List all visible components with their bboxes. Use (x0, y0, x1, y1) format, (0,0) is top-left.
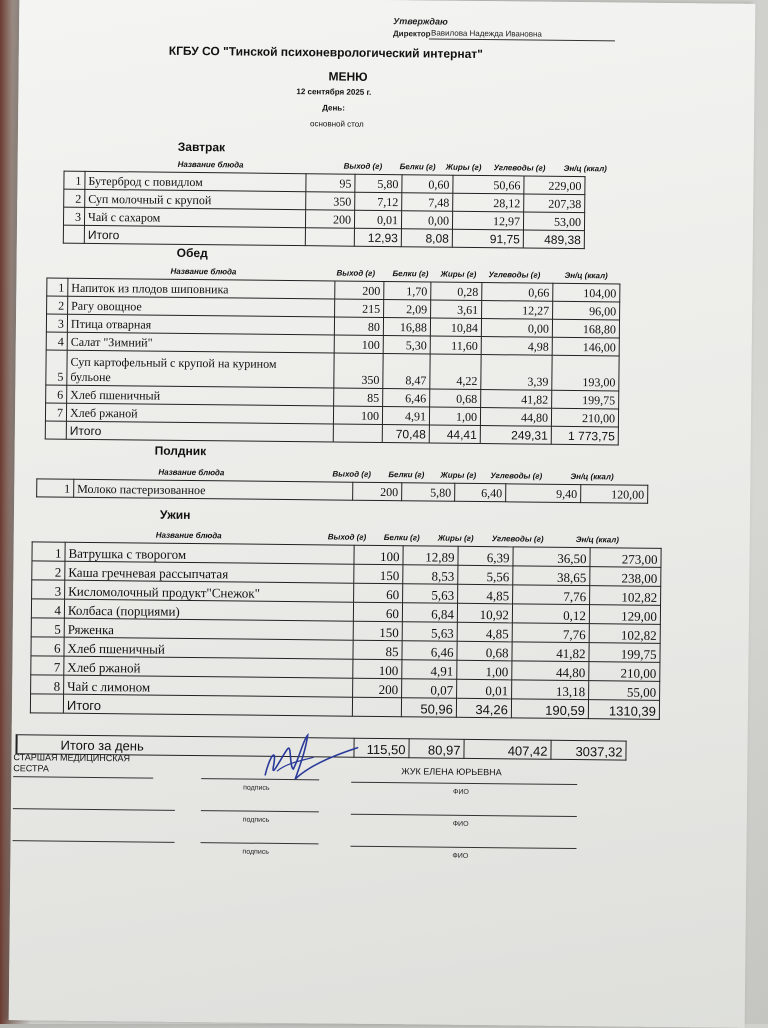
dish-fat: 5,56 (458, 565, 513, 585)
dish-protein: 0,01 (354, 210, 401, 228)
column-name: Название блюда (170, 266, 237, 277)
row-number: 1 (64, 171, 85, 189)
dish-protein: 2,09 (384, 300, 431, 318)
signature-line (201, 842, 319, 844)
row-number: 5 (46, 350, 67, 385)
column-carbs: Углеводы (г) (490, 471, 543, 481)
dish-protein: 7,12 (355, 192, 402, 210)
sign-caption: подпись (242, 816, 270, 824)
row-number: 1 (47, 278, 68, 296)
row-number: 6 (31, 637, 64, 656)
day-total-label-text: Итого за день (60, 737, 144, 754)
total-label: Итого (63, 694, 352, 716)
dish-protein: 4,91 (382, 407, 429, 425)
signature-role (13, 752, 130, 775)
day-total-carbs: 407,42 (464, 739, 551, 759)
dish-carbs: 50,66 (453, 175, 524, 194)
total-carbs: 249,31 (480, 426, 551, 445)
signature-role-line: СТАРШАЯ МЕДИЦИНСКАЯ (13, 752, 131, 764)
dish-protein: 0,07 (402, 679, 457, 699)
dish-name: Напиток из плодов шиповника (68, 278, 335, 299)
dish-protein: 4,91 (402, 660, 457, 680)
signature-line (13, 840, 175, 843)
dish-yield: 200 (353, 678, 402, 698)
dish-carbs: 36,50 (513, 547, 590, 567)
dish-carbs: 13,18 (512, 680, 589, 700)
dish-yield: 100 (334, 335, 383, 354)
dish-name: Ряженка (64, 618, 353, 640)
dish-yield: 60 (353, 602, 402, 622)
dish-name: Чай с сахаром (84, 207, 305, 227)
column-fat: Жиры (г) (445, 162, 482, 173)
dish-energy: 146,00 (552, 337, 619, 356)
column-protein: Белки (г) (383, 533, 420, 543)
dish-name: Суп молочный с крупой (85, 189, 306, 209)
table-row (46, 350, 619, 391)
dish-fat: 4,85 (458, 584, 513, 604)
total-energy: 489,38 (523, 230, 584, 249)
dish-carbs: 38,65 (513, 566, 590, 586)
dinner-title: Ужин (159, 507, 191, 522)
dish-yield: 80 (334, 317, 383, 336)
dish-yield: 100 (354, 545, 403, 565)
director-label: Директор (392, 29, 431, 39)
dish-carbs: 9,40 (506, 484, 581, 503)
dish-protein: 8,47 (383, 354, 430, 389)
dish-energy: 273,00 (590, 548, 661, 568)
dish-name-line: бульоне (70, 369, 111, 385)
menu-document (9, 0, 756, 1028)
dish-fat: 3,61 (431, 300, 482, 319)
approve-label: Утверждаю (393, 16, 448, 27)
row-number: 8 (31, 675, 64, 694)
lunch-title: Обед (176, 245, 208, 261)
total-label: Итого (66, 421, 333, 442)
dish-carbs: 7,76 (512, 623, 589, 643)
fio-caption: ФИО (452, 820, 469, 828)
dish-energy: 229,00 (524, 176, 585, 195)
column-protein: Белки (г) (399, 162, 436, 172)
column-yield: Выход (г) (332, 469, 371, 479)
dish-energy: 193,00 (552, 355, 619, 391)
dish-energy: 55,00 (589, 681, 660, 701)
dish-name-line: Суп картофельный с крупой на курином (70, 354, 277, 371)
dish-protein: 16,88 (383, 318, 430, 336)
dish-protein: 5,80 (402, 483, 455, 502)
organization-title: КГБУ СО "Тинской психоневрологический интернат" (168, 43, 483, 62)
dish-name: Хлеб ржаной (64, 656, 353, 678)
fio-caption: ФИО (452, 852, 469, 860)
column-protein: Белки (г) (388, 470, 425, 480)
row-number: 7 (45, 403, 66, 421)
column-energy: Эн/ц (ккал) (564, 270, 608, 281)
day-label: День: (322, 103, 345, 113)
dish-protein: 5,63 (402, 622, 457, 642)
total-label: Итого (84, 225, 305, 245)
signature-role-line: СЕСТРА (13, 763, 49, 774)
dish-yield: 350 (334, 353, 383, 389)
dish-energy: 96,00 (553, 301, 620, 320)
dish-protein: 6,84 (402, 603, 457, 623)
dish-carbs: 0,66 (482, 283, 553, 302)
dish-name: Кисломолочный продукт"Снежок" (65, 580, 354, 602)
row-number: 4 (46, 332, 67, 350)
dish-carbs: 0,12 (512, 604, 589, 624)
signature-line (201, 810, 319, 812)
breakfast-title: Завтрак (177, 139, 226, 155)
dish-protein: 8,53 (403, 565, 458, 585)
total-energy: 1310,39 (588, 700, 659, 720)
dish-name: Колбаса (порциями) (64, 599, 353, 621)
total-fat: 34,26 (456, 698, 511, 718)
column-carbs: Углеводы (г) (493, 163, 546, 173)
dish-energy: 168,80 (552, 319, 619, 338)
dish-energy: 199,75 (552, 390, 619, 409)
dish-name: Хлеб пшеничный (64, 637, 353, 659)
total-fat: 44,41 (429, 425, 480, 444)
dish-yield: 200 (335, 281, 384, 300)
dish-fat: 0,00 (401, 211, 452, 230)
column-energy: Эн/ц (ккал) (563, 163, 607, 174)
column-energy: Эн/ц (ккал) (575, 535, 620, 545)
dish-fat: 4,22 (430, 354, 481, 390)
column-energy: Эн/ц (ккал) (570, 471, 614, 482)
dish-fat: 11,60 (430, 336, 481, 355)
sign-caption: подпись (242, 848, 269, 856)
dish-name: Ватрушка с творогом (65, 542, 354, 564)
total-protein: 50,96 (401, 698, 456, 718)
dish-protein: 5,63 (403, 584, 458, 604)
column-fat: Жиры (г) (440, 269, 477, 279)
director-name: Вавилова Надежда Ивановна (430, 28, 542, 39)
signature-line (351, 782, 577, 785)
dish-carbs: 0,00 (481, 319, 552, 338)
dish-carbs: 4,98 (481, 337, 552, 356)
dish-fat: 0,01 (457, 679, 512, 699)
dish-energy: 199,75 (589, 643, 660, 663)
dish-fat: 1,00 (457, 660, 512, 680)
dish-yield: 60 (354, 583, 403, 603)
column-protein: Белки (г) (392, 269, 429, 279)
dish-name: Молоко пастеризованное (74, 479, 353, 500)
dish-name: Салат "Зимний" (67, 332, 334, 353)
total-carbs: 91,75 (452, 229, 523, 248)
total-carbs: 190,59 (511, 699, 588, 719)
row-number: 2 (64, 189, 85, 207)
dish-yield: 150 (354, 564, 403, 584)
dish-yield: 85 (353, 640, 402, 660)
dish-carbs: 28,12 (453, 193, 524, 212)
dish-energy: 129,00 (589, 605, 660, 625)
menu-type: основной стол (310, 119, 364, 129)
fio-caption: ФИО (453, 788, 469, 796)
dish-protein: 6,46 (402, 641, 457, 661)
day-total-protein: 115,50 (354, 738, 409, 758)
total-protein: 12,93 (354, 228, 401, 246)
dish-fat: 10,84 (430, 318, 481, 337)
dish-name: Хлеб пшеничный (67, 385, 334, 406)
dish-yield: 100 (333, 406, 382, 425)
dish-yield: 350 (306, 192, 355, 211)
row-number: 6 (46, 385, 67, 403)
breakfast-table (63, 171, 586, 249)
dish-fat: 6,39 (458, 546, 513, 566)
dish-energy: 210,00 (589, 662, 660, 682)
dish-name: Бутерброд с повидлом (85, 171, 306, 191)
row-number: 7 (31, 656, 64, 675)
dish-carbs: 44,80 (480, 408, 551, 427)
director-line (429, 38, 615, 41)
dish-name: Чай с лимоном (64, 675, 353, 697)
dish-name: Птица отварная (67, 314, 334, 335)
column-yield: Выход (г) (336, 268, 376, 278)
row-number: 3 (63, 207, 84, 225)
dish-yield: 100 (353, 659, 402, 679)
dish-energy: 102,82 (590, 586, 661, 606)
row-number: 2 (47, 296, 68, 314)
handwritten-signature (247, 727, 368, 788)
dish-fat: 4,85 (457, 622, 512, 642)
signature-line (351, 814, 577, 817)
dish-energy: 207,38 (524, 194, 585, 213)
column-name: Название блюда (158, 467, 225, 478)
row-number: 1 (32, 542, 65, 561)
dish-name: Каша гречневая рассыпчатая (65, 561, 354, 583)
dish-protein: 6,46 (383, 389, 430, 407)
column-yield: Выход (г) (343, 161, 383, 171)
dish-fat: 0,68 (430, 389, 481, 408)
dish-name (67, 350, 334, 388)
signature-line (13, 776, 153, 778)
row-number: 1 (37, 479, 74, 497)
column-name: Название блюда (177, 159, 244, 170)
dish-fat: 0,60 (402, 175, 453, 194)
dinner-table (30, 541, 662, 720)
dish-carbs: 41,82 (481, 390, 552, 409)
dish-protein: 5,80 (355, 174, 402, 192)
dish-yield: 200 (353, 482, 402, 501)
row-number: 2 (32, 561, 65, 580)
row-number: 3 (32, 580, 65, 599)
dish-carbs: 12,27 (482, 301, 553, 320)
menu-date: 12 сентября 2025 г. (296, 87, 372, 97)
sign-caption: подпись (243, 784, 270, 792)
table-row (37, 479, 648, 503)
row-number: 4 (31, 599, 64, 618)
dish-protein: 1,70 (384, 282, 431, 300)
dish-energy: 102,82 (589, 624, 660, 644)
dish-yield: 200 (305, 210, 354, 229)
dish-energy: 210,00 (551, 408, 618, 427)
menu-title: МЕНЮ (328, 69, 368, 84)
signature-line (350, 846, 576, 849)
column-carbs: Углеводы (г) (488, 270, 541, 280)
dish-energy: 120,00 (581, 485, 648, 504)
dish-energy: 53,00 (523, 212, 584, 231)
dish-carbs: 12,97 (452, 211, 523, 230)
column-fat: Жиры (г) (437, 533, 474, 543)
dish-fat: 0,68 (457, 641, 512, 661)
dish-carbs: 44,80 (512, 661, 589, 681)
dish-yield: 85 (334, 388, 383, 407)
snack-table (36, 478, 648, 503)
dish-yield: 150 (353, 621, 402, 641)
dish-yield: 95 (306, 174, 355, 193)
column-name: Название блюда (155, 530, 222, 541)
dish-name: Рагу овощное (68, 296, 335, 317)
dish-fat: 1,00 (429, 407, 480, 426)
dish-carbs: 3,39 (481, 355, 552, 391)
total-energy: 1 773,75 (551, 426, 618, 445)
signature-line (13, 808, 175, 811)
column-carbs: Углеводы (г) (491, 534, 544, 544)
lunch-table (45, 277, 621, 445)
dish-protein: 5,30 (383, 336, 430, 354)
dish-carbs: 7,76 (513, 585, 590, 605)
dish-protein: 12,89 (403, 546, 458, 566)
column-yield: Выход (г) (327, 532, 367, 542)
dish-yield: 215 (335, 299, 384, 318)
dish-carbs: 41,82 (512, 642, 589, 662)
day-total-energy: 3037,32 (551, 740, 626, 760)
day-total-fat: 80,97 (409, 739, 464, 759)
total-protein: 70,48 (382, 424, 429, 442)
dish-fat: 0,28 (431, 282, 482, 301)
row-number: 5 (31, 618, 64, 637)
row-number: 3 (46, 314, 67, 332)
dish-fat: 6,40 (455, 483, 506, 502)
signature-name: ЖУК ЕЛЕНА ЮРЬЕВНА (401, 766, 502, 778)
dish-fat: 10,92 (457, 603, 512, 623)
total-fat: 8,08 (401, 229, 452, 248)
dish-energy: 238,00 (590, 567, 661, 587)
dish-energy: 104,00 (553, 283, 620, 302)
dish-fat: 7,48 (402, 193, 453, 212)
dish-name: Хлеб ржаной (66, 403, 333, 424)
snack-title: Полдник (154, 443, 207, 459)
column-fat: Жиры (г) (440, 470, 477, 480)
